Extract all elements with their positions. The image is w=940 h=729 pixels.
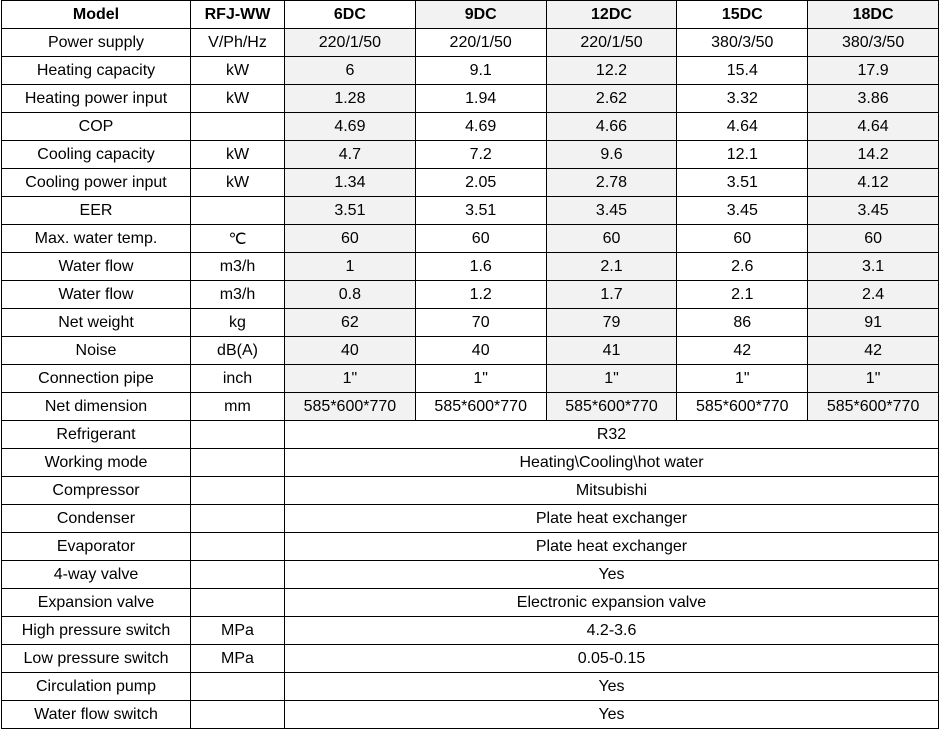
row-value: 4.64 xyxy=(808,113,939,141)
row-value: 62 xyxy=(285,309,416,337)
table-row xyxy=(2,141,939,169)
row-value: 220/1/50 xyxy=(415,29,546,57)
row-unit xyxy=(191,505,285,533)
table-row xyxy=(2,337,939,365)
row-value: 60 xyxy=(285,225,416,253)
row-merged-value: Plate heat exchanger xyxy=(285,533,939,561)
row-value: 585*600*770 xyxy=(546,393,677,421)
row-label: High pressure switch xyxy=(2,617,191,645)
header-model-6dc: 6DC xyxy=(285,1,416,29)
row-value: 1" xyxy=(677,365,808,393)
row-label: Condenser xyxy=(2,505,191,533)
row-value: 585*600*770 xyxy=(285,393,416,421)
header-model-12dc: 12DC xyxy=(546,1,677,29)
row-unit: mm xyxy=(191,393,285,421)
row-label: Cooling power input xyxy=(2,169,191,197)
row-label: Power supply xyxy=(2,29,191,57)
row-value: 70 xyxy=(415,309,546,337)
row-value: 9.6 xyxy=(546,141,677,169)
table-row xyxy=(2,645,939,673)
row-merged-value: Electronic expansion valve xyxy=(285,589,939,617)
row-unit xyxy=(191,449,285,477)
row-merged-value: 0.05-0.15 xyxy=(285,645,939,673)
table-row xyxy=(2,701,939,729)
row-value: 6 xyxy=(285,57,416,85)
row-unit xyxy=(191,113,285,141)
row-value: 40 xyxy=(285,337,416,365)
row-value: 60 xyxy=(808,225,939,253)
table-row xyxy=(2,533,939,561)
row-value: 2.4 xyxy=(808,281,939,309)
row-value: 2.1 xyxy=(546,253,677,281)
row-value: 4.7 xyxy=(285,141,416,169)
row-unit: kW xyxy=(191,169,285,197)
row-label: Expansion valve xyxy=(2,589,191,617)
row-merged-value: Yes xyxy=(285,561,939,589)
row-label: Water flow xyxy=(2,281,191,309)
table-row xyxy=(2,365,939,393)
row-value: 40 xyxy=(415,337,546,365)
row-value: 4.64 xyxy=(677,113,808,141)
table-row xyxy=(2,477,939,505)
table-row xyxy=(2,309,939,337)
table-row xyxy=(2,281,939,309)
table-row xyxy=(2,169,939,197)
row-label: Refrigerant xyxy=(2,421,191,449)
row-value: 3.51 xyxy=(415,197,546,225)
row-label: Compressor xyxy=(2,477,191,505)
row-label: Connection pipe xyxy=(2,365,191,393)
table-row xyxy=(2,113,939,141)
spec-body xyxy=(2,29,939,729)
row-value: 585*600*770 xyxy=(415,393,546,421)
row-value: 3.32 xyxy=(677,85,808,113)
row-value: 2.78 xyxy=(546,169,677,197)
row-value: 4.69 xyxy=(285,113,416,141)
row-unit: dB(A) xyxy=(191,337,285,365)
table-row xyxy=(2,673,939,701)
row-merged-value: Mitsubishi xyxy=(285,477,939,505)
header-label: Model xyxy=(2,1,191,29)
row-value: 1.34 xyxy=(285,169,416,197)
row-value: 60 xyxy=(546,225,677,253)
table-row xyxy=(2,449,939,477)
row-unit: MPa xyxy=(191,617,285,645)
row-label: Water flow switch xyxy=(2,701,191,729)
table-row xyxy=(2,393,939,421)
row-merged-value: Yes xyxy=(285,673,939,701)
row-unit: kW xyxy=(191,57,285,85)
row-unit xyxy=(191,533,285,561)
row-unit xyxy=(191,701,285,729)
table-row xyxy=(2,617,939,645)
header-row xyxy=(2,1,939,29)
row-value: 220/1/50 xyxy=(546,29,677,57)
row-value: 42 xyxy=(677,337,808,365)
row-value: 1 xyxy=(285,253,416,281)
row-value: 60 xyxy=(677,225,808,253)
row-value: 2.1 xyxy=(677,281,808,309)
table-row xyxy=(2,197,939,225)
row-value: 1" xyxy=(808,365,939,393)
row-value: 15.4 xyxy=(677,57,808,85)
row-value: 41 xyxy=(546,337,677,365)
row-value: 4.66 xyxy=(546,113,677,141)
row-unit: kW xyxy=(191,85,285,113)
table-row xyxy=(2,253,939,281)
row-value: 12.1 xyxy=(677,141,808,169)
row-value: 1.6 xyxy=(415,253,546,281)
spec-table xyxy=(1,0,939,729)
row-label: Evaporator xyxy=(2,533,191,561)
row-value: 12.2 xyxy=(546,57,677,85)
row-value: 60 xyxy=(415,225,546,253)
row-value: 79 xyxy=(546,309,677,337)
row-value: 9.1 xyxy=(415,57,546,85)
row-label: Low pressure switch xyxy=(2,645,191,673)
row-value: 2.62 xyxy=(546,85,677,113)
row-value: 1" xyxy=(285,365,416,393)
row-value: 1" xyxy=(415,365,546,393)
row-merged-value: Plate heat exchanger xyxy=(285,505,939,533)
row-value: 585*600*770 xyxy=(808,393,939,421)
row-unit: ℃ xyxy=(191,225,285,253)
row-value: 3.51 xyxy=(285,197,416,225)
row-value: 4.12 xyxy=(808,169,939,197)
row-value: 3.45 xyxy=(677,197,808,225)
row-value: 1.7 xyxy=(546,281,677,309)
row-value: 0.8 xyxy=(285,281,416,309)
header-model-15dc: 15DC xyxy=(677,1,808,29)
row-value: 7.2 xyxy=(415,141,546,169)
row-label: Heating power input xyxy=(2,85,191,113)
row-unit xyxy=(191,561,285,589)
row-label: Circulation pump xyxy=(2,673,191,701)
row-unit: MPa xyxy=(191,645,285,673)
table-row xyxy=(2,57,939,85)
row-value: 86 xyxy=(677,309,808,337)
row-unit xyxy=(191,589,285,617)
row-label: Cooling capacity xyxy=(2,141,191,169)
row-value: 3.45 xyxy=(808,197,939,225)
row-merged-value: Yes xyxy=(285,701,939,729)
row-label: Water flow xyxy=(2,253,191,281)
table-row xyxy=(2,225,939,253)
row-label: COP xyxy=(2,113,191,141)
row-value: 4.69 xyxy=(415,113,546,141)
row-value: 14.2 xyxy=(808,141,939,169)
table-row xyxy=(2,421,939,449)
row-unit xyxy=(191,477,285,505)
table-row xyxy=(2,505,939,533)
header-model-9dc: 9DC xyxy=(415,1,546,29)
row-value: 585*600*770 xyxy=(677,393,808,421)
row-value: 380/3/50 xyxy=(808,29,939,57)
row-label: Max. water temp. xyxy=(2,225,191,253)
row-label: Net weight xyxy=(2,309,191,337)
row-value: 1.94 xyxy=(415,85,546,113)
row-label: EER xyxy=(2,197,191,225)
header-unit: RFJ-WW xyxy=(191,1,285,29)
row-value: 3.51 xyxy=(677,169,808,197)
row-value: 2.6 xyxy=(677,253,808,281)
row-unit: inch xyxy=(191,365,285,393)
row-value: 3.45 xyxy=(546,197,677,225)
row-label: Working mode xyxy=(2,449,191,477)
row-unit: kW xyxy=(191,141,285,169)
row-value: 1" xyxy=(546,365,677,393)
row-unit xyxy=(191,197,285,225)
row-label: 4-way valve xyxy=(2,561,191,589)
row-label: Net dimension xyxy=(2,393,191,421)
row-merged-value: R32 xyxy=(285,421,939,449)
row-unit: kg xyxy=(191,309,285,337)
row-value: 2.05 xyxy=(415,169,546,197)
row-label: Heating capacity xyxy=(2,57,191,85)
row-value: 42 xyxy=(808,337,939,365)
row-value: 1.2 xyxy=(415,281,546,309)
row-label: Noise xyxy=(2,337,191,365)
row-value: 3.1 xyxy=(808,253,939,281)
row-merged-value: Heating\Cooling\hot water xyxy=(285,449,939,477)
row-value: 17.9 xyxy=(808,57,939,85)
row-value: 380/3/50 xyxy=(677,29,808,57)
table-row xyxy=(2,589,939,617)
row-value: 220/1/50 xyxy=(285,29,416,57)
row-value: 91 xyxy=(808,309,939,337)
row-merged-value: 4.2-3.6 xyxy=(285,617,939,645)
row-value: 1.28 xyxy=(285,85,416,113)
row-unit xyxy=(191,673,285,701)
row-unit: m3/h xyxy=(191,253,285,281)
table-row xyxy=(2,85,939,113)
table-row xyxy=(2,561,939,589)
row-unit: V/Ph/Hz xyxy=(191,29,285,57)
row-unit: m3/h xyxy=(191,281,285,309)
row-value: 3.86 xyxy=(808,85,939,113)
header-model-18dc: 18DC xyxy=(808,1,939,29)
table-row xyxy=(2,29,939,57)
row-unit xyxy=(191,421,285,449)
